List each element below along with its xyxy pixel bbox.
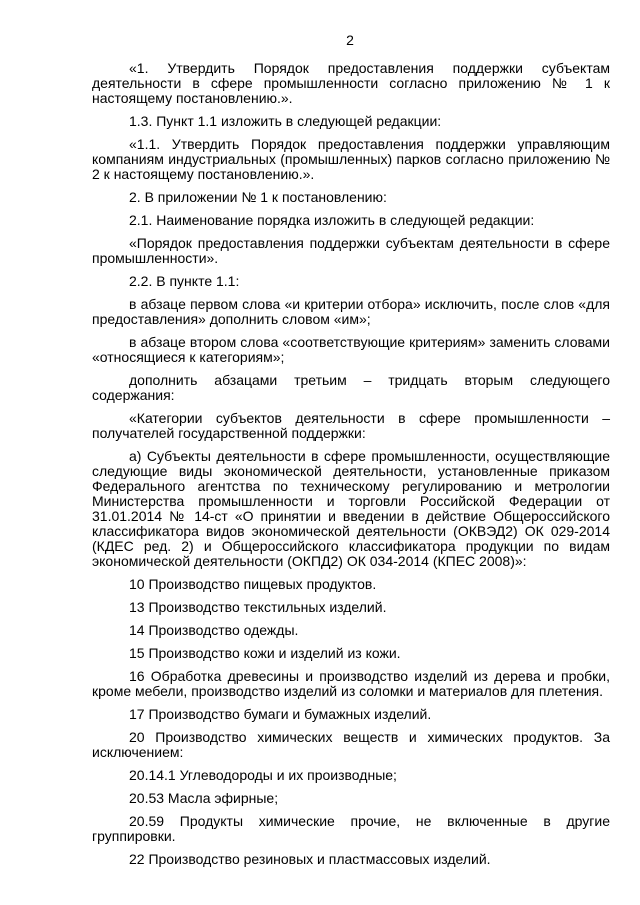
list-item-14: 14 Производство одежды. [129,622,299,638]
paragraph-first-clause-edit: в абзаце первом слова «и критерии отбора» исключить, после слов «для предоставления» дополнить словом «им»; [92,296,610,327]
paragraph-second-clause-edit: в абзаце втором слова «соответствующие критериям» заменить словами «относящиеся к категориям»; [92,334,610,365]
paragraph-add-clauses: дополнить абзацами третьим – тридцать вторым следующего содержания: [92,372,610,403]
list-item-17: 17 Производство бумаги и бумажных изделий. [129,706,432,722]
list-item-20-14-1: 20.14.1 Углеводороды и их производные; [129,767,397,783]
paragraph-2-2: 2.2. В пункте 1.1: [129,273,240,289]
list-item-22: 22 Производство резиновых и пластмассовых изделий. [129,851,491,867]
page-number: 2 [346,32,354,48]
list-item-20-53: 20.53 Масла эфирные; [129,790,279,806]
list-item-13: 13 Производство текстильных изделий. [129,599,387,615]
document-body [92,61,610,875]
paragraph-1-3: 1.3. Пункт 1.1 изложить в следующей редакции: [129,113,442,129]
paragraph-2-1: 2.1. Наименование порядка изложить в следующей редакции: [129,212,535,228]
paragraph-procedure-name: «Порядок предоставления поддержки субъектам деятельности в сфере промышленности». [92,235,610,266]
paragraph-categories-heading: «Категории субъектов деятельности в сфере промышленности – получателей государственной поддержки: [92,410,610,441]
list-item-16: 16 Обработка древесины и производство изделий из дерева и пробки, кроме мебели, производство изделий из соломки и материалов для плетения. [92,668,610,699]
paragraph-item-1-1-quote: «1.1. Утвердить Порядок предоставления поддержки управляющим компаниям индустриальных (промышленных) парков согласно приложению № 2 к настоящему постановлению.». [92,136,610,182]
list-item-20: 20 Производство химических веществ и химических продуктов. За исключением: [92,729,610,760]
paragraph-subjects-a: а) Субъекты деятельности в сфере промышленности, осуществляющие следующие виды экономической деятельности, установленные приказом Федерального агентства по техническому регулированию и метрологии Министерства промышленности и торговли Российской Федерации от 31.01.2014 № 14-ст «О принятии и введении в действие Общероссийского классификатора видов экономической деятельности (ОКВЭД2) ОК 029-2014 (КДЕС ред. 2) и Общероссийского классификатора продукции по видам экономической деятельности (ОКПД2) ОК 034-2014 (КПЕС 2008)»: [92,448,610,569]
list-item-10: 10 Производство пищевых продуктов. [129,576,377,592]
list-item-15: 15 Производство кожи и изделий из кожи. [129,645,401,661]
paragraph-2: 2. В приложении № 1 к постановлению: [129,189,387,205]
list-item-20-59: 20.59 Продукты химические прочие, не включенные в другие группировки. [92,813,610,844]
paragraph-item-1-quote: «1. Утвердить Порядок предоставления поддержки субъектам деятельности в сфере промышленности согласно приложению № 1 к настоящему постановлению.». [92,60,610,106]
